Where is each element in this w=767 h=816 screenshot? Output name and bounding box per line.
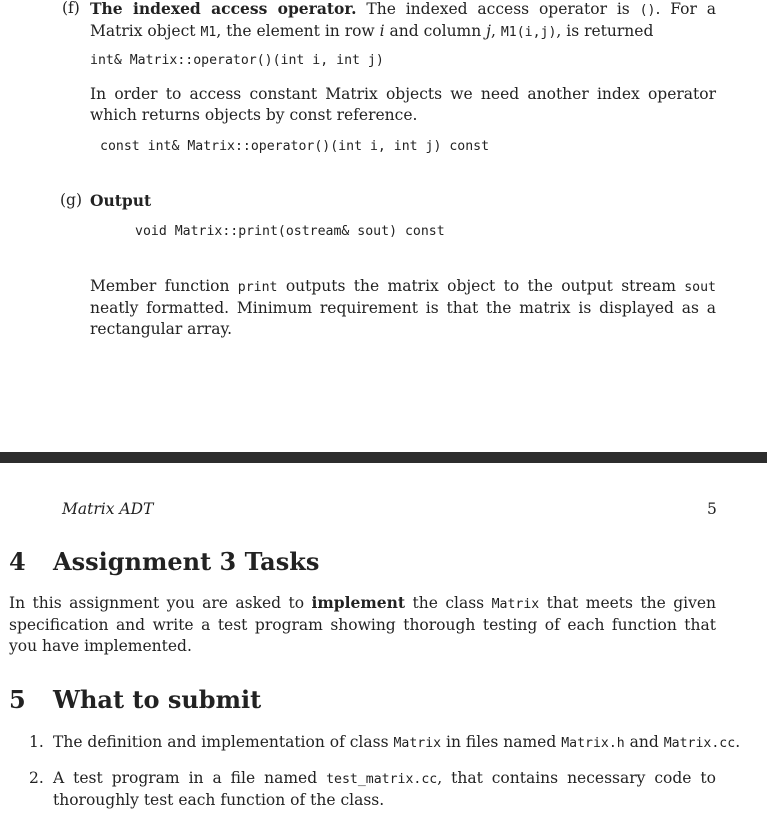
text-run: Member function [90, 277, 238, 295]
running-header-title: Matrix ADT [62, 500, 154, 518]
text-run: and [624, 733, 664, 751]
item-g-heading: Output [90, 191, 152, 210]
code-inline: Matrix [491, 597, 540, 612]
page-number: 5 [707, 500, 717, 518]
section-4-paragraph [9, 592, 716, 657]
section-number: 4 [9, 547, 26, 576]
text-run: In this assignment you are asked to [9, 594, 312, 612]
section-title: Assignment 3 Tasks [53, 547, 320, 576]
section-title: What to submit [53, 685, 262, 714]
section-4-heading [9, 548, 319, 576]
text-run: The indexed access operator is [356, 0, 640, 18]
code-inline: sout [684, 280, 716, 295]
code-inline: M1(i,j) [500, 25, 557, 40]
code-inline: test_matrix.cc [326, 772, 438, 787]
text-run: in files named [441, 733, 562, 751]
item-f-label: (f) [62, 0, 80, 17]
text-run: that meets the given specification and write a test program showing thorough testing of each function that you have implemented. [9, 594, 717, 655]
code-inline: Matrix [393, 736, 442, 751]
item-g-label: (g) [60, 191, 83, 209]
text-run: , is returned [556, 22, 654, 40]
code-signature-operator: int& Matrix::operator()(int i, int j) [90, 53, 384, 68]
code-signature-print: void Matrix::print(ostream& sout) const [135, 224, 445, 239]
text-run: outputs the matrix object to the output stream [277, 277, 685, 295]
list-item-number: 1. [29, 733, 44, 751]
item-f-const-paragraph: In order to access constant Matrix objects we need another index operator which returns objects by const reference. [90, 85, 716, 124]
item-g-paragraph [90, 276, 716, 340]
text-run: the class [405, 594, 492, 612]
page-separator [0, 452, 767, 463]
text-run: neatly formatted. Minimum requirement is that the matrix is displayed as a rectangular array. [90, 299, 716, 338]
code-inline: () [639, 3, 656, 18]
section-5-heading [9, 686, 261, 714]
math-var: j [486, 22, 491, 40]
text-run: , that contains necessary code to thoroughly test each function of the class. [53, 769, 716, 809]
text-run: , the element in row [216, 22, 380, 40]
list-item [53, 732, 741, 754]
math-var: i [379, 22, 385, 40]
text-run: The definition and implementation of class [53, 733, 394, 751]
code-inline: Matrix.h [561, 736, 625, 751]
text-run: . [735, 733, 741, 751]
list-item [53, 768, 716, 811]
section-number: 5 [9, 685, 26, 714]
text-run: A test program in a file named [53, 769, 327, 787]
code-inline: Matrix.cc [663, 736, 736, 751]
item-f-paragraph [90, 0, 716, 43]
bold-text: implement [311, 593, 406, 612]
list-item-number: 2. [29, 769, 44, 787]
text-run: and column [384, 22, 487, 40]
text-run: , [490, 22, 501, 40]
code-signature-const-operator: const int& Matrix::operator()(int i, int j) const [100, 139, 490, 154]
text-run: . For a Matrix object [90, 0, 717, 40]
code-inline: print [237, 280, 278, 295]
code-inline: M1 [200, 25, 217, 40]
item-f-heading: The indexed access operator. [90, 0, 357, 18]
